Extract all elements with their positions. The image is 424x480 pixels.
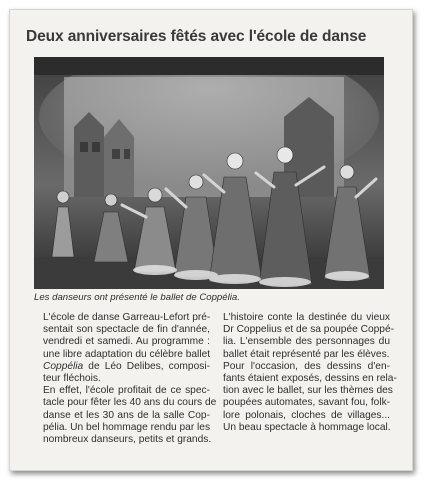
text-line: teur fléchois. — [43, 373, 101, 385]
paragraph — [214, 360, 397, 434]
photo-caption: Les danseurs ont présenté le ballet de Coppélia. — [34, 292, 240, 303]
ballet-stage-photo — [34, 57, 384, 289]
text-line: poupées automates, savant fou, folk- — [223, 397, 391, 409]
text-line: Coppélia de Léo Delibes, composi- — [43, 360, 210, 372]
text-line: ballet était représenté par les élèves. — [223, 348, 390, 360]
article-headline: Deux anniversaires fêtés avec l'école de danse — [26, 28, 367, 45]
paragraph — [34, 385, 217, 446]
paragraph — [214, 312, 395, 361]
paragraph — [34, 312, 210, 385]
text-line: fants étaient exposés, dessins en rela- — [223, 373, 397, 385]
text-line: tion avec le ballet, sur les thèmes des — [223, 385, 393, 397]
text-line: Dr Coppelius et de sa poupée Coppé- — [223, 324, 395, 336]
article-photo — [34, 57, 384, 289]
text-line: danse et les 30 ans de la salle Cop- — [43, 409, 210, 421]
text-line: L'histoire conte la destinée du vieux — [223, 312, 390, 323]
text-line: Un beau spectacle à hommage local. — [223, 421, 391, 433]
text-line: L'école de danse Garreau-Lefort pré- — [43, 312, 211, 323]
article-column-right — [214, 312, 397, 434]
text-line: une libre adaptation du célèbre ballet — [43, 348, 211, 360]
text-line: vendredi et samedi. Au programme : — [43, 336, 210, 348]
text-line: pélia. Un bel hommage rendu par les — [43, 421, 211, 433]
text-line: sentait son spectacle de fin d'année, — [43, 324, 210, 336]
text-line: En effet, l'école profitait de ce spec- — [43, 385, 210, 397]
ballet-title: Coppélia — [43, 360, 84, 372]
article-column-left — [34, 312, 217, 446]
text-line: nombreux danseurs, petits et grands. — [43, 434, 212, 446]
text-line: Pour l'occasion, des dessins d'en- — [223, 360, 390, 372]
text-line: lore polonais, cloches de villages... — [223, 409, 390, 421]
text-line: lia. L'ensemble des personnages du — [223, 336, 390, 348]
text-line: tacle pour fêter les 40 ans du cours de — [43, 397, 217, 409]
